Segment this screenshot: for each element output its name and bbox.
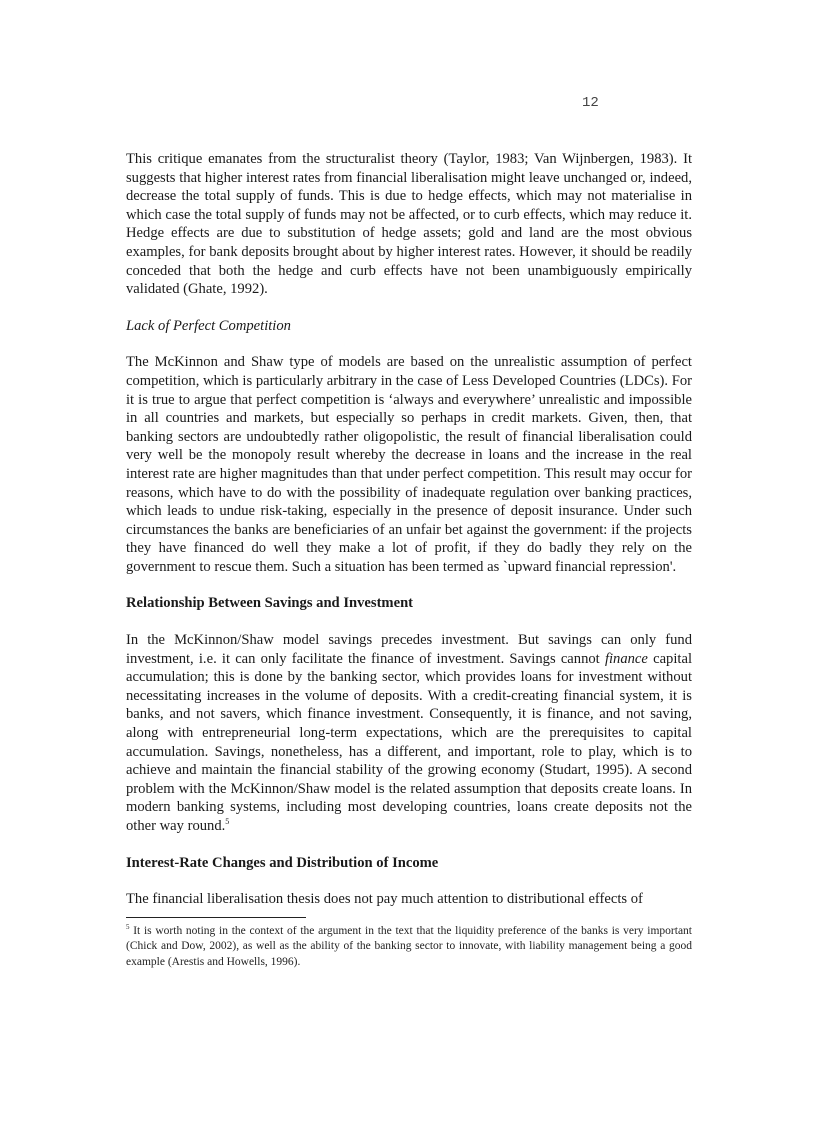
heading-savings-investment: Relationship Between Savings and Investment [126, 595, 414, 612]
footnote-5 [126, 924, 692, 971]
paragraph-structuralist-critique: This critique emanates from the structuralist theory (Taylor, 1983; Van Wijnbergen, 1983). It suggests that higher interest rates from financial liberalisation might leave unchanged or, indeed, decrease the total supply of funds. This is due to hedge effects, which may not materialise in which case the total supply of funds may not be affected, or to curb effects, which may reduce it. Hedge effects are due to substitution of hedge assets; gold and land are the most obvious examples, for bank deposits brought about by higher interest rates. However, it should be readily conceded that both the hedge and curb effects have not been unambiguously empirically validated (Ghate, 1992). [126, 151, 692, 298]
page-number: 12 [582, 95, 599, 111]
paragraph-perfect-competition: The McKinnon and Shaw type of models are based on the unrealistic assumption of perfect competition, which is particularly arbitrary in the case of Less Developed Countries (LDCs). For it is true to argue that perfect competition is ‘always and everywhere’ unrealistic and impossible in all countries and markets, but especially so perhaps in credit markets. Given, then, that banking sectors are undoubtedly rather oligopolistic, the result of financial liberalisation could very well be the monopoly result whereby the decrease in loans and the increase in the real interest rate are higher magnitudes than that under perfect competition. This result may occur for reasons, which have to do with the possibility of inadequate regulation over banking practices, which leads to undue risk-taking, especially in the presence of deposit insurance. Under such circumstances the banks are beneficiaries of an unfair bet against the government: if the projects they have financed do well they make a lot of profit, if they do badly they rely on the government to rescue them. Such a situation has been termed as `upward financial repression'. [126, 354, 692, 575]
main-text [126, 150, 692, 970]
footnote-divider [126, 917, 306, 918]
paragraph-distributional-effects: The financial liberalisation thesis does not pay much attention to distributional effects of [126, 891, 643, 908]
paragraph-savings-text-1: In the McKinnon/Shaw model savings precedes investment. But savings can only fund investment, i.e. it can only facilitate the finance of investment. Savings cannot [126, 632, 692, 667]
footnote-text: It is worth noting in the context of the argument in the text that the liquidity preference of the banks is very important (Chick and Dow, 2002), as well as the ability of the banking sector to innovate, with liability management being a good example (Arestis and Howells, 1996). [126, 924, 692, 968]
footnote-marker: 5 [126, 922, 130, 931]
subheading-lack-of-perfect-competition: Lack of Perfect Competition [126, 317, 291, 334]
heading-interest-rate-distribution: Interest-Rate Changes and Distribution of Income [126, 854, 439, 871]
footnote-reference-5[interactable]: 5 [225, 817, 230, 827]
emphasis-finance: finance [604, 650, 648, 667]
paragraph-savings-text-2: capital accumulation; this is done by the banking sector, which provides loans for investment without necessitating increases in the volume of deposits. With a credit-creating financial system, it is banks, and not savers, which finance investment. Consequently, it is finance, and not saving, along with entrepreneurial long-term expectations, which are the prerequisites to capital accumulation. Savings, nonetheless, has a different, and important, role to play, which is to achieve and maintain the financial stability of the growing economy (Studart, 1995). A second problem with the McKinnon/Shaw model is the related assumption that deposits create loans. In modern banking systems, including most developing countries, loans create deposits not the other way round. [126, 650, 692, 834]
paragraph-savings-investment [126, 631, 692, 836]
